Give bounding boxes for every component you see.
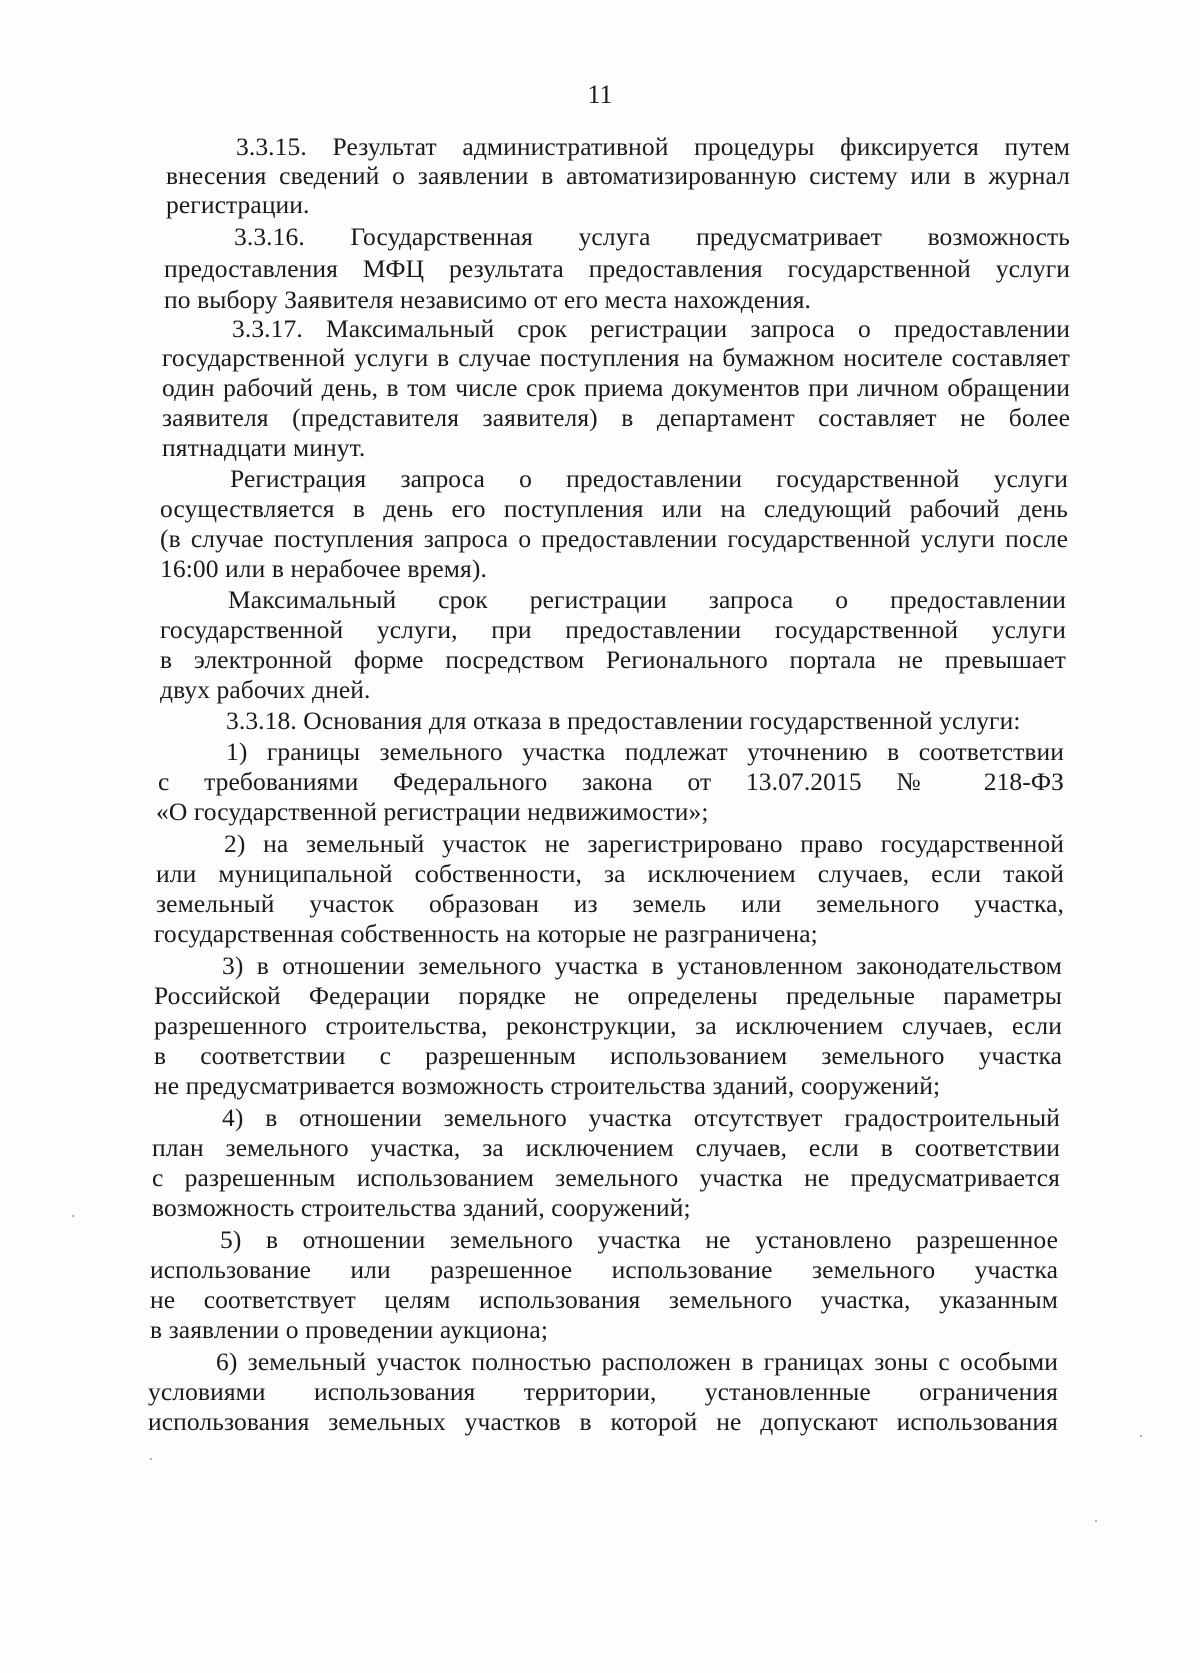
scan-speck [150,1458,152,1460]
paragraph-line: 3.3.17. Максимальный срок регистрации запроса о предоставлении [232,314,1070,343]
paragraph-line: государственной услуги в случае поступления на бумажном носителе составляет [162,343,1070,372]
paragraph-line: 5) в отношении земельного участка не установлено разрешенное [220,1225,1058,1254]
paragraph-line: условиями использования территории, установленные ограничения [148,1377,1058,1406]
paragraph-line: пятнадцати минут. [162,433,366,462]
paragraph-line: государственная собственность на которые не разграничена; [154,919,818,948]
paragraph-line: с разрешенным использованием земельного участка не предусматривается [152,1163,1060,1192]
paragraph-line: использования земельных участков в которой не допускают использования [148,1407,1058,1436]
paragraph-line: 1) границы земельного участка подлежат уточнению в соответствии [226,737,1064,766]
paragraph-line: земельный участок образован из земель или земельного участка, [156,889,1064,918]
paragraph-line: или муниципальной собственности, за исключением случаев, если такой [156,859,1064,888]
paragraph-line: в соответствии с разрешенным использованием земельного участка [154,1041,1062,1070]
paragraph-line: регистрации. [166,190,310,219]
paragraph-line: один рабочий день, в том числе срок приема документов при личном обращении [162,373,1070,402]
scan-speck [72,1215,74,1217]
paragraph-line: не предусматривается возможность строительства зданий, сооружений; [154,1071,941,1100]
paragraph-line: государственной услуги, при предоставлении государственной услуги [160,615,1066,644]
paragraph-line: 3.3.16. Государственная услуга предусматривает возможность [234,222,1070,251]
paragraph-line: 3.3.18. Основания для отказа в предоставлении государственной услуги: [226,706,1021,735]
paragraph-line: 4) в отношении земельного участка отсутствует градостроительный [222,1103,1060,1132]
paragraph-line: Максимальный срок регистрации запроса о предоставлении [228,585,1066,614]
paragraph-line: разрешенного строительства, реконструкции, за исключением случаев, если [154,1011,1062,1040]
scan-speck [1140,1435,1142,1437]
paragraph-line: не соответствует целям использования земельного участка, указанным [150,1285,1058,1314]
page-number: 11 [587,80,613,109]
paragraph-line: осуществляется в день его поступления или на следующий рабочий день [160,494,1068,523]
paragraph-line: Российской Федерации порядке не определены предельные параметры [154,981,1062,1010]
paragraph-line: в электронной форме посредством Регионального портала не превышает [160,645,1066,674]
paragraph-line: «О государственной регистрации недвижимости»; [156,797,709,826]
paragraph-line: заявителя (представителя заявителя) в департамент составляет не более [162,403,1070,432]
paragraph-line: по выбору Заявителя независимо от его места нахождения. [164,285,812,314]
paragraph-line: использование или разрешенное использование земельного участка [150,1255,1058,1284]
scan-speck [1095,1520,1097,1522]
paragraph-line: двух рабочих дней. [160,675,371,704]
paragraph-line: 3) в отношении земельного участка в установленном законодательством [222,951,1062,980]
paragraph-line: предоставления МФЦ результата предоставления государственной услуги [164,254,1070,283]
paragraph-line: 2) на земельный участок не зарегистрировано право государственной [224,829,1064,858]
paragraph-line: 6) земельный участок полностью расположен в границах зоны с особыми [216,1347,1058,1376]
paragraph-line: возможность строительства зданий, сооружений; [152,1193,691,1222]
paragraph-line: внесения сведений о заявлении в автоматизированную систему или в журнал [166,161,1070,190]
paragraph-line: план земельного участка, за исключением случаев, если в соответствии [152,1133,1060,1162]
paragraph-line: (в случае поступления запроса о предоставлении государственной услуги после [160,524,1068,553]
paragraph-line: в заявлении о проведении аукциона; [150,1315,549,1344]
paragraph-line: 3.3.15. Результат административной процедуры фиксируется путем [236,132,1070,161]
paragraph-line: Регистрация запроса о предоставлении государственной услуги [230,464,1068,493]
paragraph-line: 16:00 или в нерабочее время). [160,554,487,583]
paragraph-line: с требованиями Федерального закона от 13.07.2015 № 218-ФЗ [158,767,1064,796]
